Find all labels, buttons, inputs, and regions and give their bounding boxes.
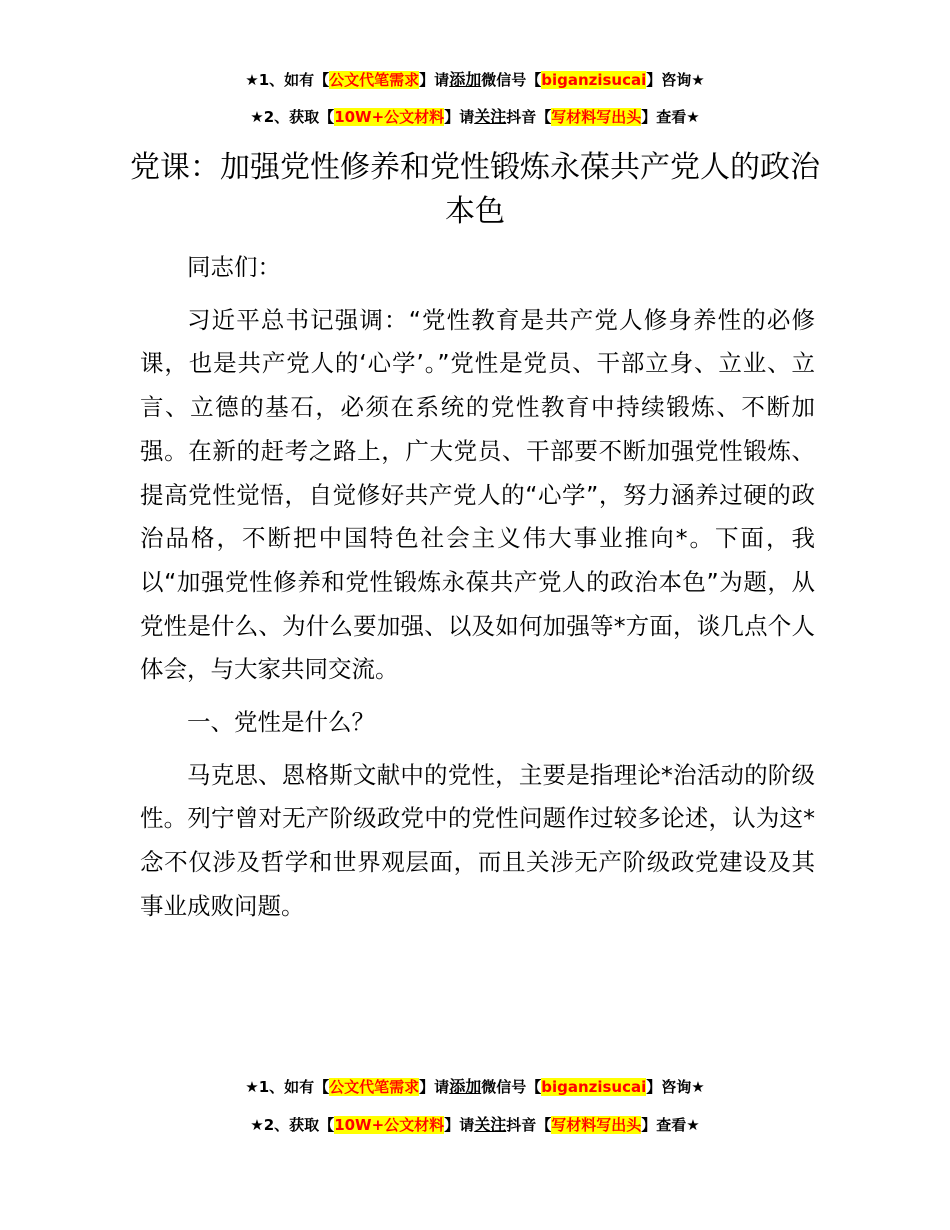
promo-douyin-id: 写材料写出头 [551,108,642,126]
promo-underlined: 关注 [474,107,507,126]
promo-text: 】请 [419,71,450,89]
footer-promo-line-2 [0,1115,950,1135]
promo-highlight: 10W+公文材料 [334,108,445,126]
promo-highlight: 10W+公文材料 [334,1116,445,1134]
promo-text: 】咨询★ [646,1078,705,1096]
promo-text: 抖音【 [506,1116,552,1134]
footer-promo-line-1 [0,1077,950,1097]
promo-text: 】咨询★ [646,71,705,89]
body-paragraph: 习近平总书记强调：“党性教育是共产党人修身养性的必修课，也是共产党人的‘心学’。”党性是党员、干部立身、立业、立言、立德的基石，必须在系统的党性教育中持续锻炼、不断加强。在新的赶考之路上，广大党员、干部要不断加强党性锻炼、提高党性觉悟，自觉修好共产党人的“心学”，努力涵养过硬的政治品格，不断把中国特色社会主义伟大事业推向*。下面，我以“加强党性修养和党性锻炼永葆共产党人的政治本色”为题，从党性是什么、为什么要加强、以及如何加强等*方面，谈几点个人体会，与大家共同交流。 [140,305,815,684]
body-paragraph: 马克思、恩格斯文献中的党性，主要是指理论*治活动的阶级性。列宁曾对无产阶级政党中的党性问题作过较多论述，认为这*念不仅涉及哲学和世界观层面，而且关涉无产阶级政党建设及其事业成败问题。 [140,760,815,920]
promo-text: 】请 [444,1116,475,1134]
promo-text: ★1、如有【 [245,71,330,89]
promo-text: 】请 [419,1078,450,1096]
promo-underlined: 添加 [449,1077,482,1096]
promo-douyin-id: 写材料写出头 [551,1116,642,1134]
promo-underlined: 添加 [449,70,482,89]
header-promo-line-1 [0,70,950,90]
promo-text: ★1、如有【 [245,1078,330,1096]
promo-text: 抖音【 [506,108,552,126]
promo-text: 微信号【 [481,1078,542,1096]
header-promo-line-2 [0,107,950,127]
promo-wechat-id: biganzisucai [541,1078,647,1096]
promo-wechat-id: biganzisucai [541,71,647,89]
document-body [140,246,815,929]
promo-text: 】请 [444,108,475,126]
document-title: 党课：加强党性修养和党性锻炼永葆共产党人的政治本色 [130,150,820,229]
promo-text: ★2、获取【 [250,108,335,126]
promo-highlight: 公文代笔需求 [329,71,420,89]
promo-text: 微信号【 [481,71,542,89]
section-heading: 一、党性是什么？ [187,708,375,737]
promo-highlight: 公文代笔需求 [329,1078,420,1096]
promo-text: 】查看★ [641,108,700,126]
promo-text: 】查看★ [641,1116,700,1134]
promo-text: ★2、获取【 [250,1116,335,1134]
promo-underlined: 关注 [474,1115,507,1134]
salutation: 同志们： [187,253,281,281]
